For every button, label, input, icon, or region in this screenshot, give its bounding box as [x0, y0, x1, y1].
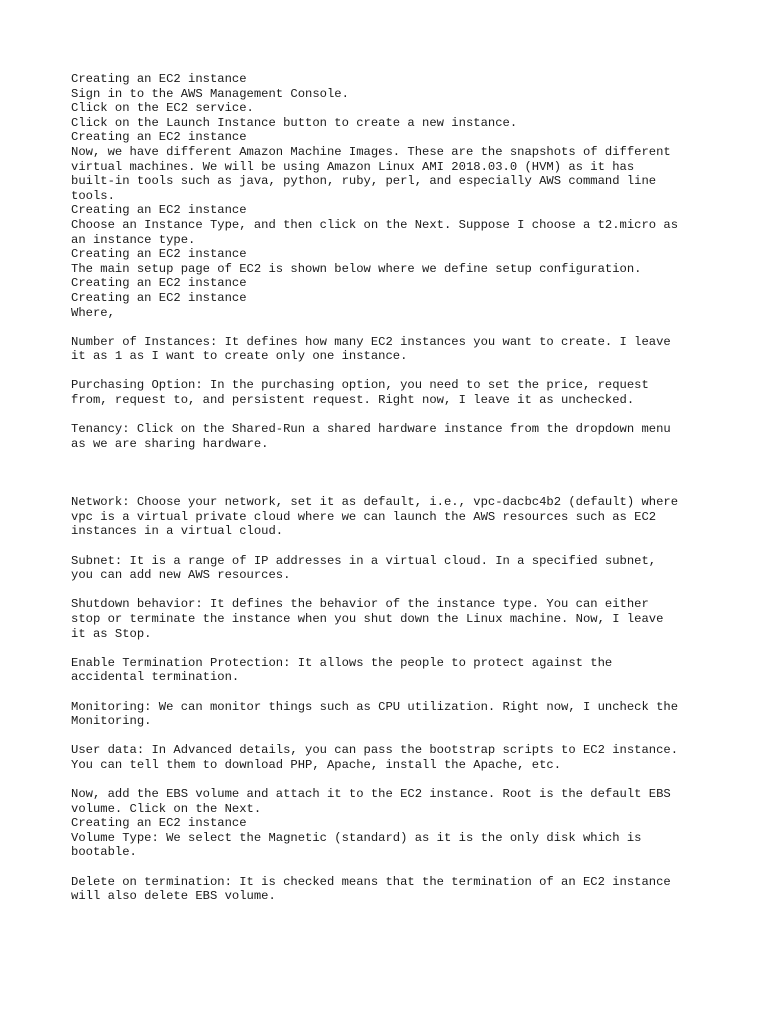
text-line: Monitoring. — [71, 714, 152, 729]
blank-line — [71, 320, 711, 335]
text-line: bootable. — [71, 845, 137, 860]
text-line: Click on the EC2 service. — [71, 101, 254, 116]
text-line: The main setup page of EC2 is shown below where we define setup configuration. — [71, 261, 642, 276]
text-line: built-in tools such as java, python, ruby, perl, and especially AWS command line — [71, 174, 657, 189]
blank-line — [71, 685, 711, 700]
text-line: Where, — [71, 305, 115, 320]
text-line: Creating an EC2 instance — [71, 203, 247, 218]
text-line: User data: In Advanced details, you can pass the bootstrap scripts to EC2 instance. — [71, 743, 679, 758]
blank-line — [71, 364, 711, 379]
text-line: Shutdown behavior: It defines the behavior of the instance type. You can either — [71, 597, 649, 612]
text-line: as we are sharing hardware. — [71, 436, 269, 451]
text-line: Choose an Instance Type, and then click on the Next. Suppose I choose a t2.micro as — [71, 217, 679, 232]
text-line: tools. — [71, 188, 115, 203]
blank-line — [71, 773, 711, 788]
text-line: Network: Choose your network, set it as default, i.e., vpc-dacbc4b2 (default) where — [71, 495, 679, 510]
text-line: accidental termination. — [71, 670, 240, 685]
text-line: it as Stop. — [71, 626, 152, 641]
text-line: it as 1 as I want to create only one instance. — [71, 349, 408, 364]
text-line: Sign in to the AWS Management Console. — [71, 86, 349, 101]
text-line: Creating an EC2 instance — [71, 72, 247, 86]
text-line: Delete on termination: It is checked means that the termination of an EC2 instance — [71, 874, 671, 889]
text-line: Subnet: It is a range of IP addresses in a virtual cloud. In a specified subnet, — [71, 553, 657, 568]
text-line: Tenancy: Click on the Shared-Run a shared hardware instance from the dropdown menu — [71, 422, 671, 437]
blank-line — [71, 539, 711, 554]
text-line: Now, add the EBS volume and attach it to the EC2 instance. Root is the default EBS — [71, 787, 671, 802]
text-line: Creating an EC2 instance — [71, 816, 247, 831]
text-line: volume. Click on the Next. — [71, 801, 262, 816]
text-line: Creating an EC2 instance — [71, 276, 247, 291]
blank-line — [71, 641, 711, 656]
text-line: an instance type. — [71, 232, 196, 247]
text-line: Purchasing Option: In the purchasing option, you need to set the price, request — [71, 378, 649, 393]
text-line: stop or terminate the instance when you shut down the Linux machine. Now, I leave — [71, 611, 664, 626]
blank-line — [71, 583, 711, 598]
text-line: Number of Instances: It defines how many EC2 instances you want to create. I leave — [71, 334, 671, 349]
text-line: Creating an EC2 instance — [71, 247, 247, 262]
text-line: from, request to, and persistent request. Right now, I leave it as unchecked. — [71, 393, 635, 408]
text-line: instances in a virtual cloud. — [71, 524, 284, 539]
text-line: Enable Termination Protection: It allows the people to protect against the — [71, 655, 613, 670]
text-line: vpc is a virtual private cloud where we can launch the AWS resources such as EC2 — [71, 509, 657, 524]
text-line: Now, we have different Amazon Machine Images. These are the snapshots of different — [71, 144, 671, 159]
text-line: virtual machines. We will be using Amazon Linux AMI 2018.03.0 (HVM) as it has — [71, 159, 635, 174]
text-line: Creating an EC2 instance — [71, 130, 247, 145]
document-body — [71, 72, 711, 904]
blank-gap — [71, 451, 711, 495]
blank-line — [71, 729, 711, 744]
text-line: Creating an EC2 instance — [71, 290, 247, 305]
text-line: you can add new AWS resources. — [71, 568, 291, 583]
text-line: Monitoring: We can monitor things such as CPU utilization. Right now, I uncheck the — [71, 699, 679, 714]
text-line: will also delete EBS volume. — [71, 889, 276, 904]
blank-line — [71, 408, 711, 423]
blank-line — [71, 860, 711, 875]
text-line: Click on the Launch Instance button to create a new instance. — [71, 115, 518, 130]
text-line: You can tell them to download PHP, Apache, install the Apache, etc. — [71, 757, 562, 772]
text-line: Volume Type: We select the Magnetic (standard) as it is the only disk which is — [71, 830, 642, 845]
